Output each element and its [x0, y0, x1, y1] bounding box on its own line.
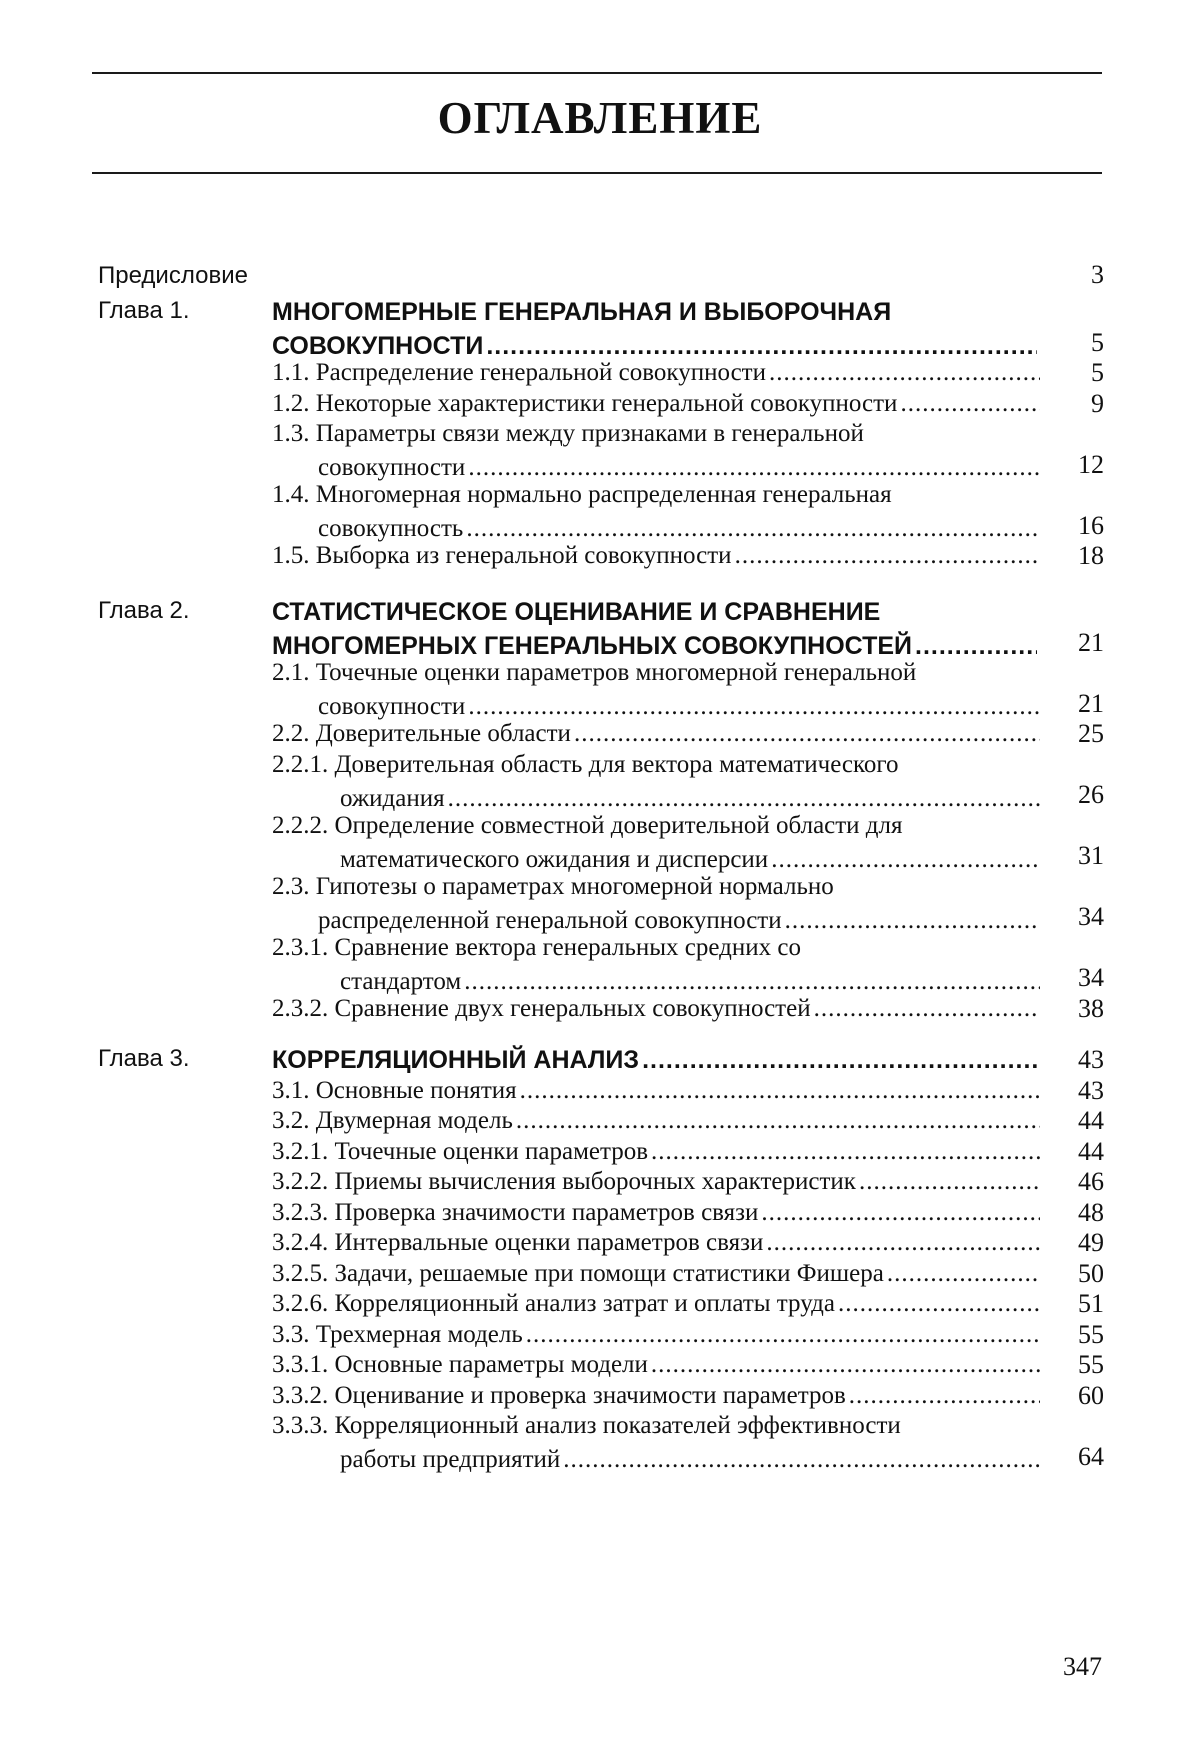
toc-section-entry[interactable] [0, 1257, 1200, 1291]
entry-text: 3.3. Трехмерная модель [272, 1320, 523, 1348]
toc-section-entry[interactable] [0, 717, 1200, 751]
dot-leader [574, 717, 1040, 751]
entry-last-line [272, 1379, 1040, 1413]
entry-text: совокупности [318, 454, 466, 481]
chapter-title [272, 1043, 1037, 1077]
entry-line: 2.2.2. Определение совместной доверительной области для [272, 811, 903, 839]
preface-label: Предисловие [98, 262, 248, 289]
toc-section-entry[interactable] [0, 1104, 1200, 1138]
page-ref: 9 [1091, 388, 1104, 418]
entry-text: КОРРЕЛЯЦИОННЫЙ АНАЛИЗ [272, 1046, 640, 1074]
entry-last-line [272, 717, 1040, 751]
entry-line: 2.3.1. Сравнение вектора генеральных средних со [272, 933, 801, 961]
entry-text: 2.2. Доверительные области [272, 720, 571, 747]
dot-leader [516, 1104, 1040, 1138]
page-ref: 31 [1078, 841, 1104, 870]
dot-leader [814, 992, 1040, 1026]
section-title [272, 717, 1040, 751]
dot-leader [642, 1043, 1037, 1077]
entry-text: 3.2.5. Задачи, решаемые при помощи статистики Фишера [272, 1259, 884, 1287]
entry-last-line [272, 387, 1040, 421]
section-title [272, 387, 1040, 421]
dot-leader [766, 1226, 1040, 1260]
toc-chapter-title-entry[interactable] [0, 1043, 1200, 1077]
section-title [272, 1104, 1040, 1138]
section-title [272, 809, 1040, 877]
page-ref: 49 [1078, 1228, 1104, 1257]
entry-text: 1.2. Некоторые характеристики генеральной совокупности [272, 389, 898, 417]
entry-last-line [272, 1443, 1040, 1477]
entry-text: СОВОКУПНОСТИ [272, 332, 484, 360]
page-ref: 43 [1078, 1045, 1104, 1074]
entry-text: 2.3.2. Сравнение двух генеральных совокупностей [272, 994, 811, 1022]
section-title [272, 1348, 1040, 1382]
entry-text: 3.2.6. Корреляционный анализ затрат и оплаты труда [272, 1290, 835, 1317]
chapter-label: Глава 1. [98, 297, 190, 324]
section-title [272, 417, 1040, 485]
entry-text: совокупность [318, 515, 464, 542]
page-ref: 34 [1078, 902, 1104, 931]
entry-text: 3.2. Двумерная модель [272, 1107, 513, 1134]
page-ref: 34 [1078, 963, 1104, 992]
page-ref: 38 [1078, 993, 1104, 1023]
dot-leader [849, 1379, 1040, 1413]
toc-preface-row[interactable] [0, 262, 1200, 296]
toc-section-entry[interactable] [0, 992, 1200, 1026]
dot-leader [761, 1196, 1040, 1230]
entry-text: 3.3.2. Оценивание и проверка значимости параметров [272, 1381, 846, 1409]
entry-text: распределенной генеральной совокупности [318, 906, 782, 934]
section-title [272, 1257, 1040, 1291]
entry-text: 3.2.1. Точечные оценки параметров [272, 1137, 649, 1165]
page-ref: 50 [1078, 1258, 1104, 1288]
entry-last-line [272, 539, 1040, 573]
section-title [272, 1135, 1040, 1169]
page-ref: 64 [1078, 1441, 1104, 1471]
toc-section-entry[interactable] [0, 1196, 1200, 1230]
entry-last-line [272, 1348, 1040, 1382]
toc-section-entry[interactable] [0, 1379, 1200, 1413]
entry-last-line [272, 1074, 1040, 1108]
dot-leader [526, 1318, 1040, 1352]
toc-chapter-title-entry[interactable] [0, 295, 1200, 360]
dot-leader [651, 1135, 1040, 1169]
chapter-title [272, 295, 1037, 363]
entry-text: 1.1. Распределение генеральной совокупности [272, 359, 766, 386]
page-ref: 55 [1078, 1319, 1104, 1349]
entry-text: 3.2.4. Интервальные оценки параметров связи [272, 1229, 764, 1256]
toc-section-entry[interactable] [0, 387, 1200, 421]
section-title [272, 1287, 1040, 1321]
entry-text: МНОГОМЕРНЫХ ГЕНЕРАЛЬНЫХ СОВОКУПНОСТЕЙ [272, 632, 913, 660]
dot-leader [838, 1287, 1040, 1321]
section-title [272, 992, 1040, 1026]
entry-line: 3.3.3. Корреляционный анализ показателей эффективности [272, 1412, 901, 1439]
page-ref: 21 [1078, 627, 1104, 657]
page-ref: 60 [1078, 1380, 1104, 1410]
section-title [272, 1379, 1040, 1413]
entry-line: 1.3. Параметры связи между признаками в генеральной [272, 420, 864, 447]
entry-text: совокупности [318, 693, 466, 720]
entry-text: стандартом [340, 967, 462, 995]
entry-last-line [272, 1257, 1040, 1291]
entry-text: ожидания [340, 784, 445, 812]
entry-line: 1.4. Многомерная нормально распределенная генеральная [272, 481, 892, 508]
entry-last-line [272, 1104, 1040, 1138]
entry-text: работы предприятий [340, 1446, 561, 1473]
toc-section-entry[interactable] [0, 1074, 1200, 1108]
toc-section-entry[interactable] [0, 417, 1200, 481]
page-ref: 5 [1091, 358, 1104, 387]
chapter-label: Глава 3. [98, 1045, 190, 1072]
entry-last-line [272, 1165, 1040, 1199]
toc-section-entry[interactable] [0, 809, 1200, 873]
entry-last-line [272, 1043, 1037, 1077]
dot-leader [735, 539, 1040, 573]
entry-text: 1.5. Выборка из генеральной совокупности [272, 542, 732, 569]
entry-last-line [272, 1318, 1040, 1352]
section-title [272, 931, 1040, 999]
toc-section-entry[interactable] [0, 748, 1200, 812]
top-rule [92, 72, 1102, 74]
entry-line: 2.1. Точечные оценки параметров многомерной генеральной [272, 659, 917, 686]
page-ref: 5 [1091, 327, 1104, 357]
page-ref: 44 [1078, 1136, 1104, 1166]
page-ref: 55 [1078, 1350, 1104, 1379]
entry-last-line [272, 1196, 1040, 1230]
page-ref: 44 [1078, 1106, 1104, 1135]
entry-line: СТАТИСТИЧЕСКОЕ ОЦЕНИВАНИЕ И СРАВНЕНИЕ [272, 598, 881, 626]
entry-text: 3.1. Основные понятия [272, 1076, 517, 1104]
entry-last-line [272, 1287, 1040, 1321]
page-ref: 16 [1078, 510, 1104, 540]
page-ref: 18 [1078, 541, 1104, 570]
dot-leader [859, 1165, 1040, 1199]
title-underline-rule [92, 172, 1102, 174]
dot-leader [900, 387, 1040, 421]
toc-section-entry[interactable] [0, 931, 1200, 995]
entry-last-line [272, 1135, 1040, 1169]
entry-text: 3.2.2. Приемы вычисления выборочных характеристик [272, 1168, 856, 1195]
toc-section-entry[interactable] [0, 1318, 1200, 1352]
section-title [272, 1226, 1040, 1260]
page-ref: 43 [1078, 1075, 1104, 1105]
entry-line: 2.3. Гипотезы о параметрах многомерной нормально [272, 872, 834, 900]
dot-leader [563, 1443, 1040, 1477]
toc-section-entry[interactable] [0, 1226, 1200, 1260]
toc-section-entry[interactable] [0, 1135, 1200, 1169]
section-title [272, 748, 1040, 816]
page-ref: 46 [1078, 1167, 1104, 1196]
page-ref: 25 [1078, 719, 1104, 748]
page-title: ОГЛАВЛЕНИЕ [437, 93, 763, 143]
toc-section-entry[interactable] [0, 870, 1200, 934]
chapter-label: Глава 2. [98, 597, 190, 624]
section-title [272, 1074, 1040, 1108]
entry-last-line [272, 356, 1040, 390]
page-number: 347 [1063, 1652, 1102, 1681]
entry-text: 3.2.3. Проверка значимости параметров связи [272, 1198, 759, 1226]
toc-section-entry[interactable] [0, 656, 1200, 720]
entry-text: 3.3.1. Основные параметры модели [272, 1351, 648, 1378]
section-title [272, 1409, 1040, 1477]
section-title [272, 870, 1040, 938]
page-ref: 48 [1078, 1197, 1104, 1227]
page-ref: 26 [1078, 780, 1104, 809]
toc-section-entry[interactable] [0, 539, 1200, 573]
section-title [272, 1196, 1040, 1230]
toc-section-entry[interactable] [0, 1165, 1200, 1199]
toc-section-entry[interactable] [0, 356, 1200, 390]
section-title [272, 356, 1040, 390]
toc-section-entry[interactable] [0, 478, 1200, 542]
section-title [272, 1318, 1040, 1352]
preface-page: 3 [1091, 260, 1104, 289]
toc-section-entry[interactable] [0, 1409, 1200, 1473]
page-ref: 21 [1078, 688, 1104, 718]
entry-line: МНОГОМЕРНЫЕ ГЕНЕРАЛЬНАЯ И ВЫБОРОЧНАЯ [272, 298, 892, 326]
chapter-title [272, 595, 1037, 663]
entry-last-line [272, 1226, 1040, 1260]
dot-leader [769, 356, 1040, 390]
toc-chapter-title-entry[interactable] [0, 595, 1200, 660]
section-title [272, 656, 1040, 724]
toc-section-entry[interactable] [0, 1348, 1200, 1382]
entry-text: математического ожидания и дисперсии [340, 845, 769, 873]
section-title [272, 539, 1040, 573]
dot-leader [887, 1257, 1040, 1291]
entry-line: 2.2.1. Доверительная область для вектора математического [272, 750, 899, 778]
section-title [272, 478, 1040, 546]
section-title [272, 1165, 1040, 1199]
toc-section-entry[interactable] [0, 1287, 1200, 1321]
dot-leader [520, 1074, 1040, 1108]
page-ref: 51 [1078, 1289, 1104, 1318]
dot-leader [651, 1348, 1040, 1382]
page-ref: 12 [1078, 449, 1104, 479]
entry-last-line [272, 992, 1040, 1026]
